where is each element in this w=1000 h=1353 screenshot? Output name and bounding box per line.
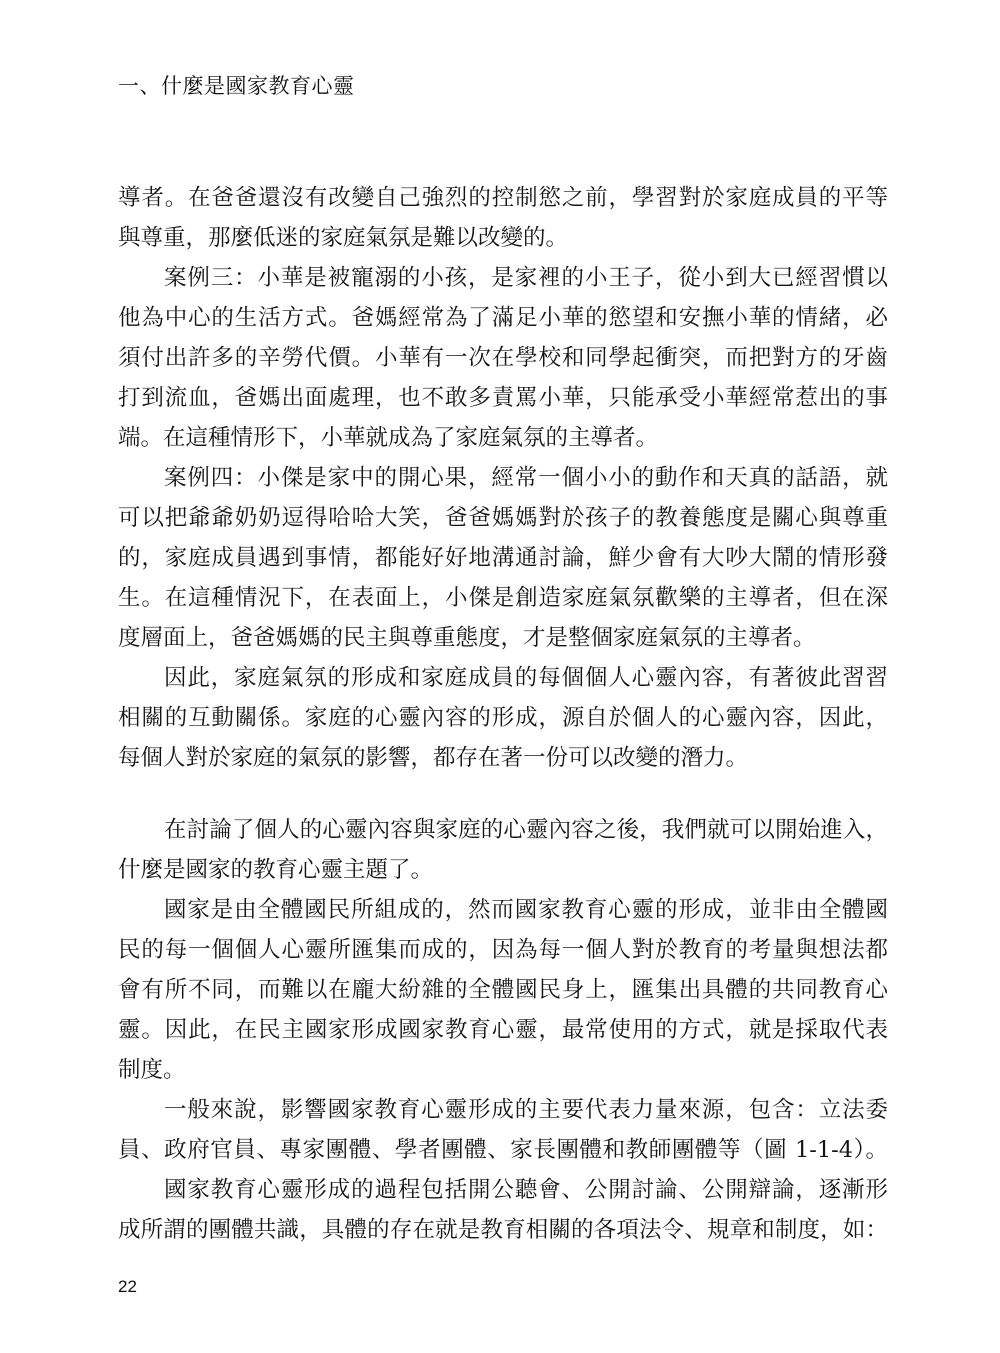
text-line: 導者。在爸爸還沒有改變自己強烈的控制慾之前，學習對於家庭成員的平等 [118,185,888,211]
text-line: 他為中心的生活方式。爸媽經常為了滿足小華的慾望和安撫小華的情緒，必 [118,305,888,331]
text-line: 案例四：小傑是家中的開心果，經常一個小小的動作和天真的話語，就 [164,465,888,491]
text-line: 因此，家庭氣氛的形成和家庭成員的每個個人心靈內容，有著彼此習習 [164,665,888,691]
text-line: 成所謂的團體共識，具體的存在就是教育相關的各項法令、規章和制度，如： [118,1217,888,1243]
page-number: 22 [118,1277,137,1296]
text-line: 每個人對於家庭的氣氛的影響，都存在著一份可以改變的潛力。 [118,745,749,771]
running-head: 一、什麼是國家教育心靈 [118,74,355,98]
text-line: 在討論了個人的心靈內容與家庭的心靈內容之後，我們就可以開始進入， [164,817,888,843]
text-line: 案例三：小華是被寵溺的小孩，是家裡的小王子，從小到大已經習慣以 [164,265,888,291]
text-line: 須付出許多的辛勞代價。小華有一次在學校和同學起衝突，而把對方的牙齒 [118,345,888,371]
text-line: 度層面上，爸爸媽媽的民主與尊重態度，才是整個家庭氣氛的主導者。 [118,625,816,651]
text-line: 什麼是國家的教育心靈主題了。 [118,857,434,883]
text-line: 可以把爺爺奶奶逗得哈哈大笑，爸爸媽媽對於孩子的教養態度是關心與尊重 [118,505,888,531]
text-line: 靈。因此，在民主國家形成國家教育心靈，最常使用的方式，就是採取代表 [118,1017,888,1043]
text-line: 民的每一個個人心靈所匯集而成的，因為每一個人對於教育的考量與想法都 [118,937,888,963]
text-line: 打到流血，爸媽出面處理，也不敢多責罵小華，只能承受小華經常惹出的事 [118,385,888,411]
text-line: 端。在這種情形下，小華就成為了家庭氣氛的主導者。 [118,425,659,451]
text-line: 與尊重，那麼低迷的家庭氣氛是難以改變的。 [118,225,569,251]
text-line: 的，家庭成員遇到事情，都能好好地溝通討論，鮮少會有大吵大鬧的情形發 [118,545,888,571]
text-line: 國家教育心靈形成的過程包括開公聽會、公開討論、公開辯論，逐漸形 [164,1177,888,1203]
text-line: 國家是由全體國民所組成的，然而國家教育心靈的形成，並非由全體國 [164,897,888,923]
text-line: 員、政府官員、專家團體、學者團體、家長團體和教師團體等（圖 1-1-4）。 [118,1137,888,1163]
text-line: 生。在這種情況下，在表面上，小傑是創造家庭氣氛歡樂的主導者，但在深 [118,585,888,611]
text-line: 會有所不同，而難以在龐大紛雜的全體國民身上，匯集出具體的共同教育心 [118,977,888,1003]
text-line: 相關的互動關係。家庭的心靈內容的形成，源自於個人的心靈內容，因此， [118,705,888,731]
text-line: 一般來說，影響國家教育心靈形成的主要代表力量來源，包含：立法委 [164,1097,888,1123]
text-line: 制度。 [118,1057,186,1083]
